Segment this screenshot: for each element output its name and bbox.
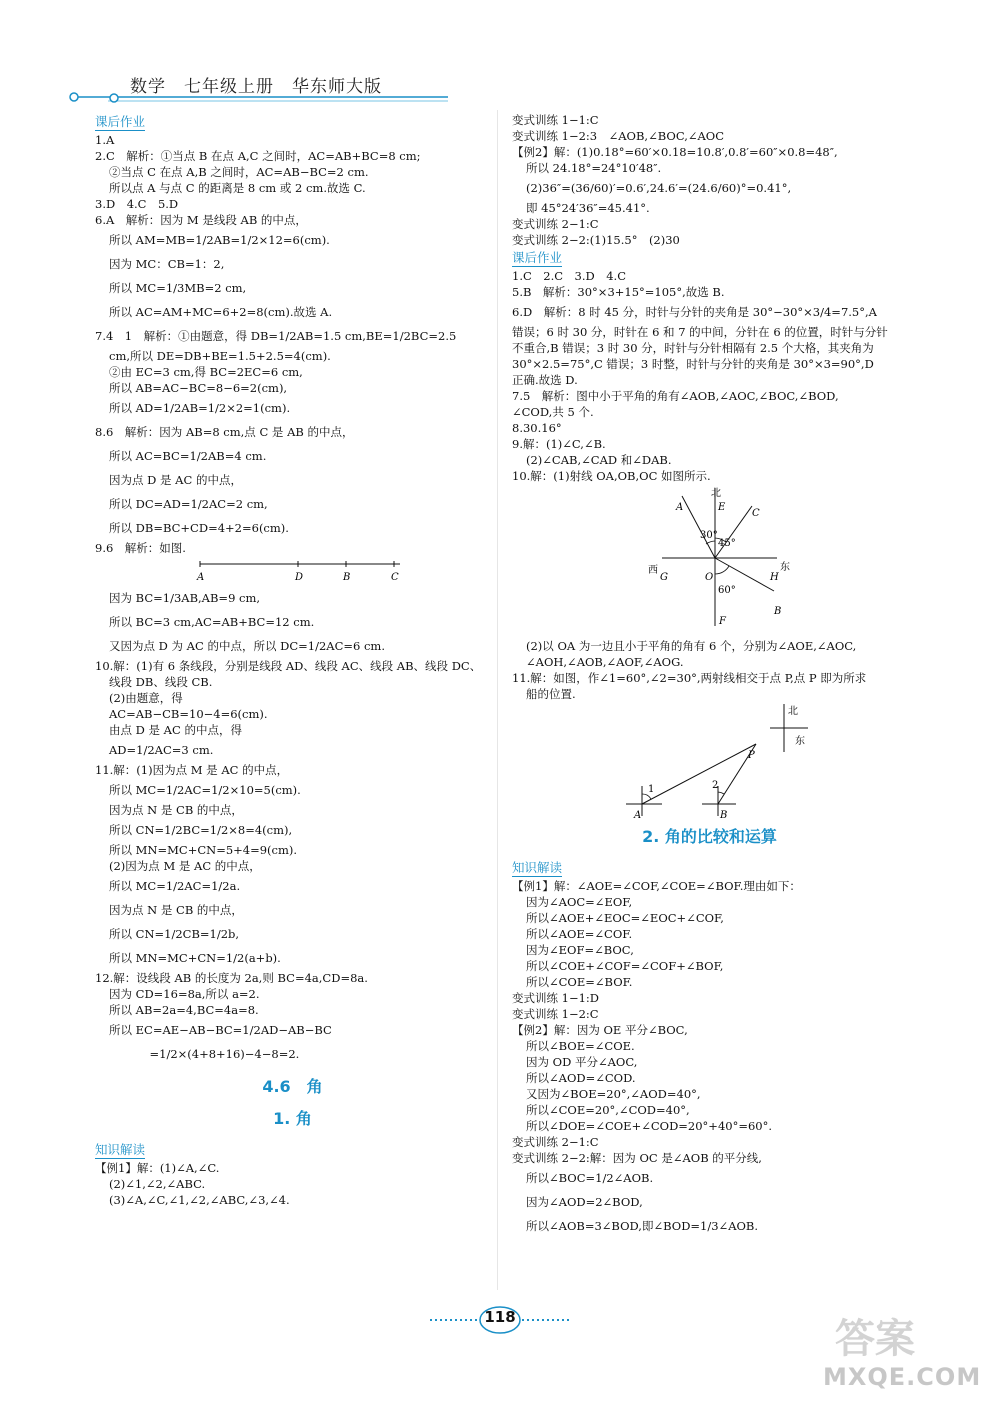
answer-line: 因为 BC=1/3AB,AB=9 cm,	[109, 591, 261, 605]
section-label: 课后作业	[512, 250, 563, 265]
answer-line: (2)因为点 M 是 AC 的中点，	[109, 859, 261, 873]
answer-line: 30°×2.5=75°,C 错误；3 时整，时针与分针的夹角是 30°×3=90°,D	[512, 357, 874, 371]
answer-line: 5.B 解析：30°×3+15°=105°,故选 B.	[512, 285, 725, 299]
answer-line: 10.解：(1)有 6 条线段，分别是线段 AD、线段 AC、线段 AB、线段 DC、	[95, 659, 482, 673]
answer-line: 所以 AB=AC−BC=8−6=2(cm),	[109, 381, 288, 395]
answer-line: 所以 MC=1/2AC=1/2a.	[109, 879, 241, 893]
answer-line: 12.解：设线段 AB 的长度为 2a,则 BC=4a,CD=8a.	[95, 971, 368, 985]
answer-line: 即 45°24′36″=45.41°.	[526, 201, 650, 215]
compass-label: 60°	[718, 585, 736, 596]
left-column	[95, 112, 490, 1208]
answer-line: 因为点 N 是 CB 的中点，	[109, 903, 243, 917]
section-label-row	[95, 1140, 490, 1160]
watermark-logo: 答案	[835, 1316, 915, 1362]
answer-line: 9.解：(1)∠C,∠B.	[512, 437, 606, 451]
answer-line: 由点 D 是 AC 的中点，得	[109, 723, 242, 737]
spacer	[95, 1066, 490, 1076]
answer-line: 所以 AD=1/2AB=1/2×2=1(cm).	[109, 401, 291, 415]
segment-diagram	[95, 558, 415, 584]
answer-line: 因为 CD=16=8a,所以 a=2.	[109, 987, 260, 1001]
answer-line: 所以 MN=MC+CN=1/2(a+b).	[109, 951, 281, 965]
answer-line: AD=1/2AC=3 cm.	[109, 743, 214, 757]
answer-line: 变式训练 1−2:3 ∠AOB,∠BOC,∠AOC	[512, 129, 725, 143]
answer-line: (2)以 OA 为一边且小于平角的角有 6 个，分别为∠AOE,∠AOC,	[526, 639, 857, 653]
answer-line: 所以 AM=MB=1/2AB=1/2×12=6(cm).	[109, 233, 330, 247]
point-label: C	[391, 572, 399, 583]
answer-line: 因为∠EOF=∠BOC,	[526, 943, 634, 957]
ship-diagram-label: 北	[788, 706, 798, 717]
section-label: 知识解读	[95, 1142, 146, 1157]
answer-line: 所以∠COE=∠BOF.	[526, 975, 633, 989]
answer-line: 所以 DC=AD=1/2AC=2 cm,	[109, 497, 268, 511]
page-number: 118	[484, 1308, 516, 1326]
answer-line: (2)∠1,∠2,∠ABC.	[109, 1177, 206, 1191]
header-decoration	[68, 92, 453, 106]
point-label: B	[343, 572, 351, 583]
page-number-badge	[430, 1300, 570, 1340]
answer-line: 正确.故选 D.	[512, 373, 578, 387]
answer-line: 9.6 解析：如图.	[95, 541, 186, 555]
answer-line: 不重合,B 错误；3 时 30 分，时针与分针相隔有 2.5 个大格，其夹角为	[512, 341, 874, 355]
answer-line: 变式训练 1−1:C	[512, 113, 599, 127]
compass-diagram	[512, 486, 907, 636]
compass-label: O	[705, 572, 714, 583]
spacer	[95, 1130, 490, 1140]
answer-line: 又因为点 D 为 AC 的中点，所以 DC=1/2AC=6 cm.	[109, 639, 385, 653]
answer-line: 所以∠BOE=∠COE.	[526, 1039, 635, 1053]
spacer	[512, 848, 907, 858]
section-label: 知识解读	[512, 860, 563, 875]
answer-line: 所以 DB=BC+CD=4+2=6(cm).	[109, 521, 289, 535]
column-divider	[497, 110, 498, 1290]
answer-line: 7.4 1 解析：①由题意，得 DB=1/2AB=1.5 cm,BE=1/2BC=2.5	[95, 329, 457, 343]
answer-line: 因为点 N 是 CB 的中点，	[109, 803, 243, 817]
answer-line: 所以 CN=1/2CB=1/2b,	[109, 927, 240, 941]
answer-line: ②由 EC=3 cm,得 BC=2EC=6 cm,	[109, 365, 303, 379]
answer-line: 变式训练 2−1:C	[512, 217, 599, 231]
compass-label: B	[774, 606, 782, 617]
compass-label: E	[718, 502, 726, 513]
answer-line: 8.6 解析：因为 AB=8 cm,点 C 是 AB 的中点，	[95, 425, 354, 439]
compass-label: F	[719, 616, 726, 627]
section-label-row	[95, 112, 490, 132]
answer-line: 线段 DB、线段 CB.	[109, 675, 213, 689]
compass-label: A	[676, 502, 684, 513]
watermark	[815, 1305, 995, 1395]
answer-line: 所以∠COE=20°,∠COD=40°,	[526, 1103, 690, 1117]
compass-label: G	[660, 572, 668, 583]
ship-diagram-label: 1	[648, 784, 655, 795]
answer-line: 2.C 解析：①当点 B 在点 A,C 之间时，AC=AB+BC=8 cm;	[95, 149, 421, 163]
answer-line: 6.A 解析：因为 M 是线段 AB 的中点，	[95, 213, 307, 227]
compass-label: 东	[780, 562, 790, 573]
header-title: 数学 七年级上册 华东师大版	[130, 77, 382, 97]
ship-diagram-label: 2	[712, 780, 719, 791]
answer-line: ∠COD,共 5 个.	[512, 405, 594, 419]
compass-label: 西	[648, 565, 658, 576]
compass-label: 45°	[718, 538, 736, 549]
section-heading: 1. 角	[273, 1109, 312, 1128]
answer-line: 【例1】解：∠AOE=∠COF,∠COE=∠BOF.理由如下：	[512, 879, 801, 893]
answer-line: 因为∠AOD=2∠BOD,	[526, 1195, 643, 1209]
answer-line: 所以∠AOB=3∠BOD,即∠BOD=1/3∠AOB.	[526, 1219, 759, 1233]
ship-diagram-label: A	[634, 810, 642, 821]
answer-line: 因为 OD 平分∠AOC,	[526, 1055, 638, 1069]
answer-line: 11.解：(1)因为点 M 是 AC 的中点，	[95, 763, 289, 777]
answer-line: 因为∠AOC=∠EOF,	[526, 895, 633, 909]
answer-line: 所以 24.18°=24°10′48″.	[526, 161, 662, 175]
answer-line: 又因为∠BOE=20°,∠AOD=40°,	[526, 1087, 701, 1101]
point-label: D	[295, 572, 304, 583]
answer-line: 变式训练 1−1:D	[512, 991, 600, 1005]
answer-line: 因为 MC：CB=1：2,	[109, 257, 225, 271]
ship-diagram-label: 东	[795, 736, 805, 747]
answer-line: 所以∠AOD=∠COD.	[526, 1071, 636, 1085]
right-column	[512, 112, 907, 1238]
answer-line: 【例2】解：(1)0.18°=60′×0.18=10.8′,0.8′=60″×0.8=48″,	[512, 145, 838, 159]
answer-line: 所以 MC=1/2AC=1/2×10=5(cm).	[109, 783, 301, 797]
answer-line: 3.D 4.C 5.D	[95, 197, 179, 211]
answer-line: 1.A	[95, 133, 115, 147]
answer-line: 所以∠AOE+∠EOC=∠EOC+∠COF,	[526, 911, 724, 925]
compass-label: 北	[711, 488, 721, 499]
answer-line: 因为点 D 是 AC 的中点，	[109, 473, 242, 487]
answer-line: 所以 AC=AM+MC=6+2=8(cm).故选 A.	[109, 305, 333, 319]
answer-line: 【例1】解：(1)∠A,∠C.	[95, 1161, 220, 1175]
answer-line: 8.30.16°	[512, 421, 562, 435]
answer-line: 所以 MN=MC+CN=5+4=9(cm).	[109, 843, 298, 857]
point-label: A	[197, 572, 205, 583]
answer-line: 1.C 2.C 3.D 4.C	[512, 269, 627, 283]
answer-line: 11.解：如图，作∠1=60°,∠2=30°,两射线相交于点 P,点 P 即为所求	[512, 671, 867, 685]
answer-line: 6.D 解析：8 时 45 分，时针与分针的夹角是 30°−30°×3/4=7.5°,A	[512, 305, 877, 319]
ship-diagram-label: P	[748, 750, 755, 761]
ship-diagram-label: B	[720, 810, 728, 821]
answer-line: =1/2×(4+8+16)−4−8=2.	[115, 1047, 300, 1061]
answer-line: ∠AOH,∠AOB,∠AOF,∠AOG.	[526, 655, 684, 669]
answer-line: 所以∠BOC=1/2∠AOB.	[526, 1171, 654, 1185]
answer-line: 所以 MC=1/3MB=2 cm,	[109, 281, 247, 295]
watermark-text: MXQE.COM	[823, 1363, 982, 1391]
ship-position-diagram	[512, 704, 907, 824]
answer-line: (2)∠CAB,∠CAD 和∠DAB.	[526, 453, 672, 467]
section-label-row	[512, 248, 907, 268]
answer-line: 所以∠DOE=∠COE+∠COD=20°+40°=60°.	[526, 1119, 773, 1133]
answer-line: 所以 AC=BC=1/2AB=4 cm.	[109, 449, 267, 463]
answer-line: ②当点 C 在点 A,B 之间时，AC=AB−BC=2 cm.	[109, 165, 369, 179]
compass-label: H	[770, 572, 779, 583]
answer-line: cm,所以 DE=DB+BE=1.5+2.5=4(cm).	[109, 349, 331, 363]
answer-line: 所以 AB=2a=4,BC=4a=8.	[109, 1003, 259, 1017]
answer-line: 船的位置.	[526, 687, 576, 701]
answer-line: (2)由题意，得	[109, 691, 183, 705]
answer-line: 错误；6 时 30 分，时针在 6 和 7 的中间，分针在 6 的位置，时针与分针	[512, 325, 888, 339]
answer-line: 所以 CN=1/2BC=1/2×8=4(cm),	[109, 823, 293, 837]
section-heading: 2. 角的比较和运算	[642, 827, 777, 846]
answer-line: (2)36″=(36/60)′=0.6′,24.6′=(24.6/60)°=0.41°,	[526, 181, 792, 195]
answer-line: 10.解：(1)射线 OA,OB,OC 如图所示.	[512, 469, 711, 483]
spacer	[95, 1098, 490, 1108]
answer-line: 所以∠COE+∠COF=∠COF+∠BOF,	[526, 959, 724, 973]
compass-label: 30°	[700, 530, 718, 541]
section-label-row	[512, 858, 907, 878]
answer-line: 所以 EC=AE−AB−BC=1/2AD−AB−BC	[109, 1023, 332, 1037]
answer-line: 变式训练 2−2:解：因为 OC 是∠AOB 的平分线,	[512, 1151, 762, 1165]
section-heading: 4.6 角	[262, 1077, 323, 1096]
answer-line: 所以点 A 与点 C 的距离是 8 cm 或 2 cm.故选 C.	[109, 181, 366, 195]
answer-line: 变式训练 2−1:C	[512, 1135, 599, 1149]
answer-line: (3)∠A,∠C,∠1,∠2,∠ABC,∠3,∠4.	[109, 1193, 290, 1207]
answer-line: 所以 BC=3 cm,AC=AB+BC=12 cm.	[109, 615, 315, 629]
answer-line: 变式训练 2−2:(1)15.5° (2)30	[512, 233, 680, 247]
compass-label: C	[752, 508, 760, 519]
answer-line: 变式训练 1−2:C	[512, 1007, 599, 1021]
answer-line: 【例2】解：因为 OE 平分∠BOC,	[512, 1023, 688, 1037]
section-label: 课后作业	[95, 114, 146, 129]
answer-line: AC=AB−CB=10−4=6(cm).	[109, 707, 268, 721]
answer-line: 所以∠AOE=∠COF.	[526, 927, 633, 941]
answer-line: 7.5 解析：图中小于平角的角有∠AOB,∠AOC,∠BOC,∠BOD,	[512, 389, 839, 403]
